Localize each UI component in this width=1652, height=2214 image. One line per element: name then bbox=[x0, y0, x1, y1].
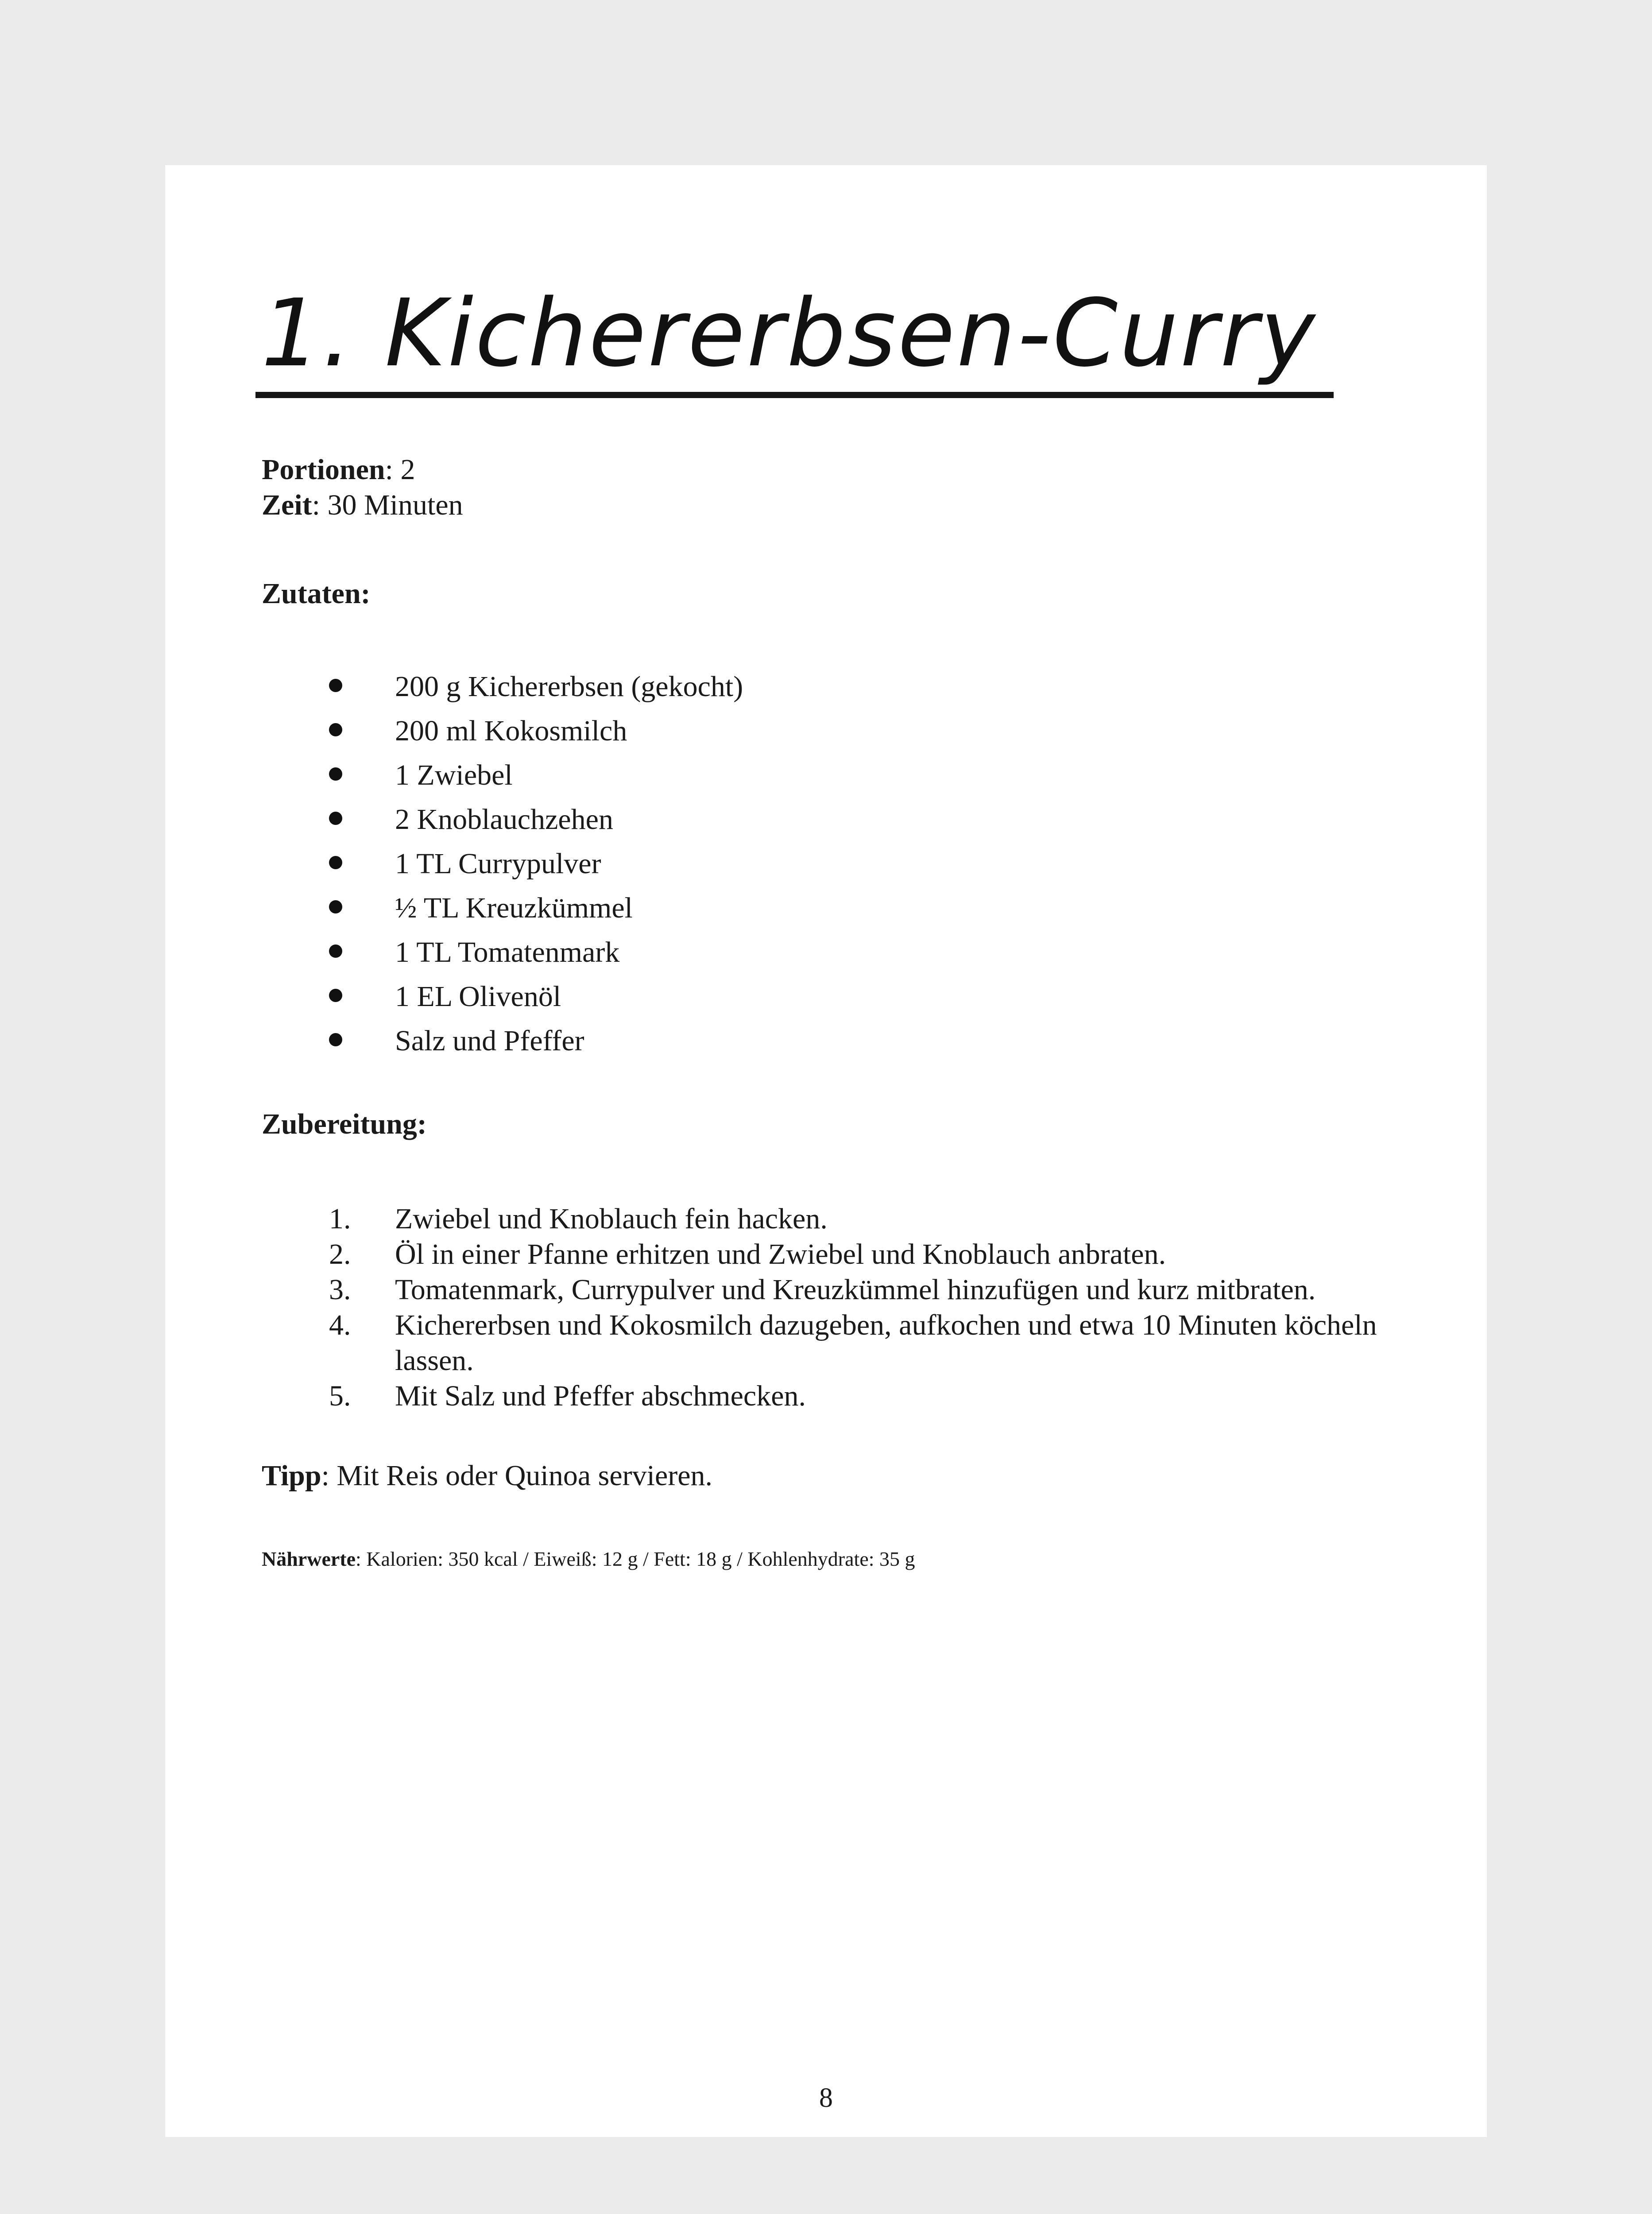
step-number: 3. bbox=[329, 1273, 351, 1306]
step-text: Zwiebel und Knoblauch fein hacken. bbox=[395, 1203, 828, 1235]
step-text: Tomatenmark, Currypulver und Kreuzkümmel hinzufügen und kurz mitbraten. bbox=[395, 1273, 1316, 1306]
time-value: : 30 Minuten bbox=[312, 489, 463, 521]
list-item bbox=[165, 1237, 1487, 1272]
step-number: 4. bbox=[329, 1309, 351, 1341]
ingredient-text: 1 TL Tomatenmark bbox=[395, 936, 620, 968]
time-line bbox=[262, 488, 463, 523]
list-item bbox=[165, 669, 1487, 713]
tip-text: : Mit Reis oder Quinoa servieren. bbox=[321, 1459, 713, 1492]
step-number: 5. bbox=[329, 1380, 351, 1412]
step-text: Öl in einer Pfanne erhitzen und Zwiebel und Knoblauch anbraten. bbox=[395, 1238, 1166, 1270]
portions-value: : 2 bbox=[385, 453, 415, 486]
bullet-icon bbox=[329, 900, 342, 913]
title-underline bbox=[255, 392, 1334, 398]
list-item bbox=[165, 979, 1487, 1023]
bullet-icon bbox=[329, 1033, 342, 1046]
bullet-icon bbox=[329, 989, 342, 1002]
nutrition-text: : Kalorien: 350 kcal / Eiweiß: 12 g / Fett: 18 g / Kohlenhydrate: 35 g bbox=[356, 1548, 915, 1570]
list-item bbox=[165, 1378, 1487, 1414]
list-item bbox=[165, 713, 1487, 758]
nutrition-label: Nährwerte bbox=[262, 1548, 356, 1570]
ingredient-text: Salz und Pfeffer bbox=[395, 1025, 584, 1057]
ingredient-text: 200 g Kichererbsen (gekocht) bbox=[395, 670, 743, 703]
ingredient-text: 1 EL Olivenöl bbox=[395, 980, 561, 1013]
document-page bbox=[165, 165, 1487, 2137]
step-number: 2. bbox=[329, 1238, 351, 1270]
bullet-icon bbox=[329, 856, 342, 869]
list-item bbox=[165, 890, 1487, 935]
list-item bbox=[165, 1272, 1487, 1308]
recipe-title: 1. Kichererbsen-Curry bbox=[261, 279, 1317, 387]
step-text: Kichererbsen und Kokosmilch dazugeben, aufkochen und etwa 10 Minuten köcheln lassen. bbox=[395, 1309, 1377, 1377]
bullet-icon bbox=[329, 812, 342, 825]
bullet-icon bbox=[329, 723, 342, 736]
portions-label: Portionen bbox=[262, 453, 385, 486]
ingredients-heading: Zutaten: bbox=[262, 577, 371, 610]
ingredient-text: ½ TL Kreuzkümmel bbox=[395, 892, 633, 924]
page-number: 8 bbox=[819, 2083, 833, 2113]
bullet-icon bbox=[329, 944, 342, 958]
step-number: 1. bbox=[329, 1203, 351, 1235]
steps-heading: Zubereitung: bbox=[262, 1108, 427, 1140]
list-item bbox=[165, 935, 1487, 979]
ingredients-list bbox=[165, 669, 1487, 1068]
nutrition-line bbox=[262, 1546, 915, 1572]
list-item bbox=[165, 1201, 1487, 1237]
list-item bbox=[165, 846, 1487, 890]
ingredient-text: 2 Knoblauchzehen bbox=[395, 803, 613, 836]
ingredient-text: 1 TL Currypulver bbox=[395, 848, 601, 880]
list-item bbox=[165, 1308, 1487, 1378]
ingredient-text: 200 ml Kokosmilch bbox=[395, 715, 627, 747]
bullet-icon bbox=[329, 767, 342, 781]
tip-label: Tipp bbox=[262, 1459, 321, 1492]
list-item bbox=[165, 1023, 1487, 1068]
list-item bbox=[165, 802, 1487, 846]
list-item bbox=[165, 758, 1487, 802]
portions-line bbox=[262, 452, 415, 488]
step-text: Mit Salz und Pfeffer abschmecken. bbox=[395, 1380, 806, 1412]
bullet-icon bbox=[329, 679, 342, 692]
tip-line bbox=[262, 1458, 712, 1494]
ingredient-text: 1 Zwiebel bbox=[395, 759, 513, 791]
time-label: Zeit bbox=[262, 489, 312, 521]
steps-list bbox=[165, 1201, 1487, 1414]
